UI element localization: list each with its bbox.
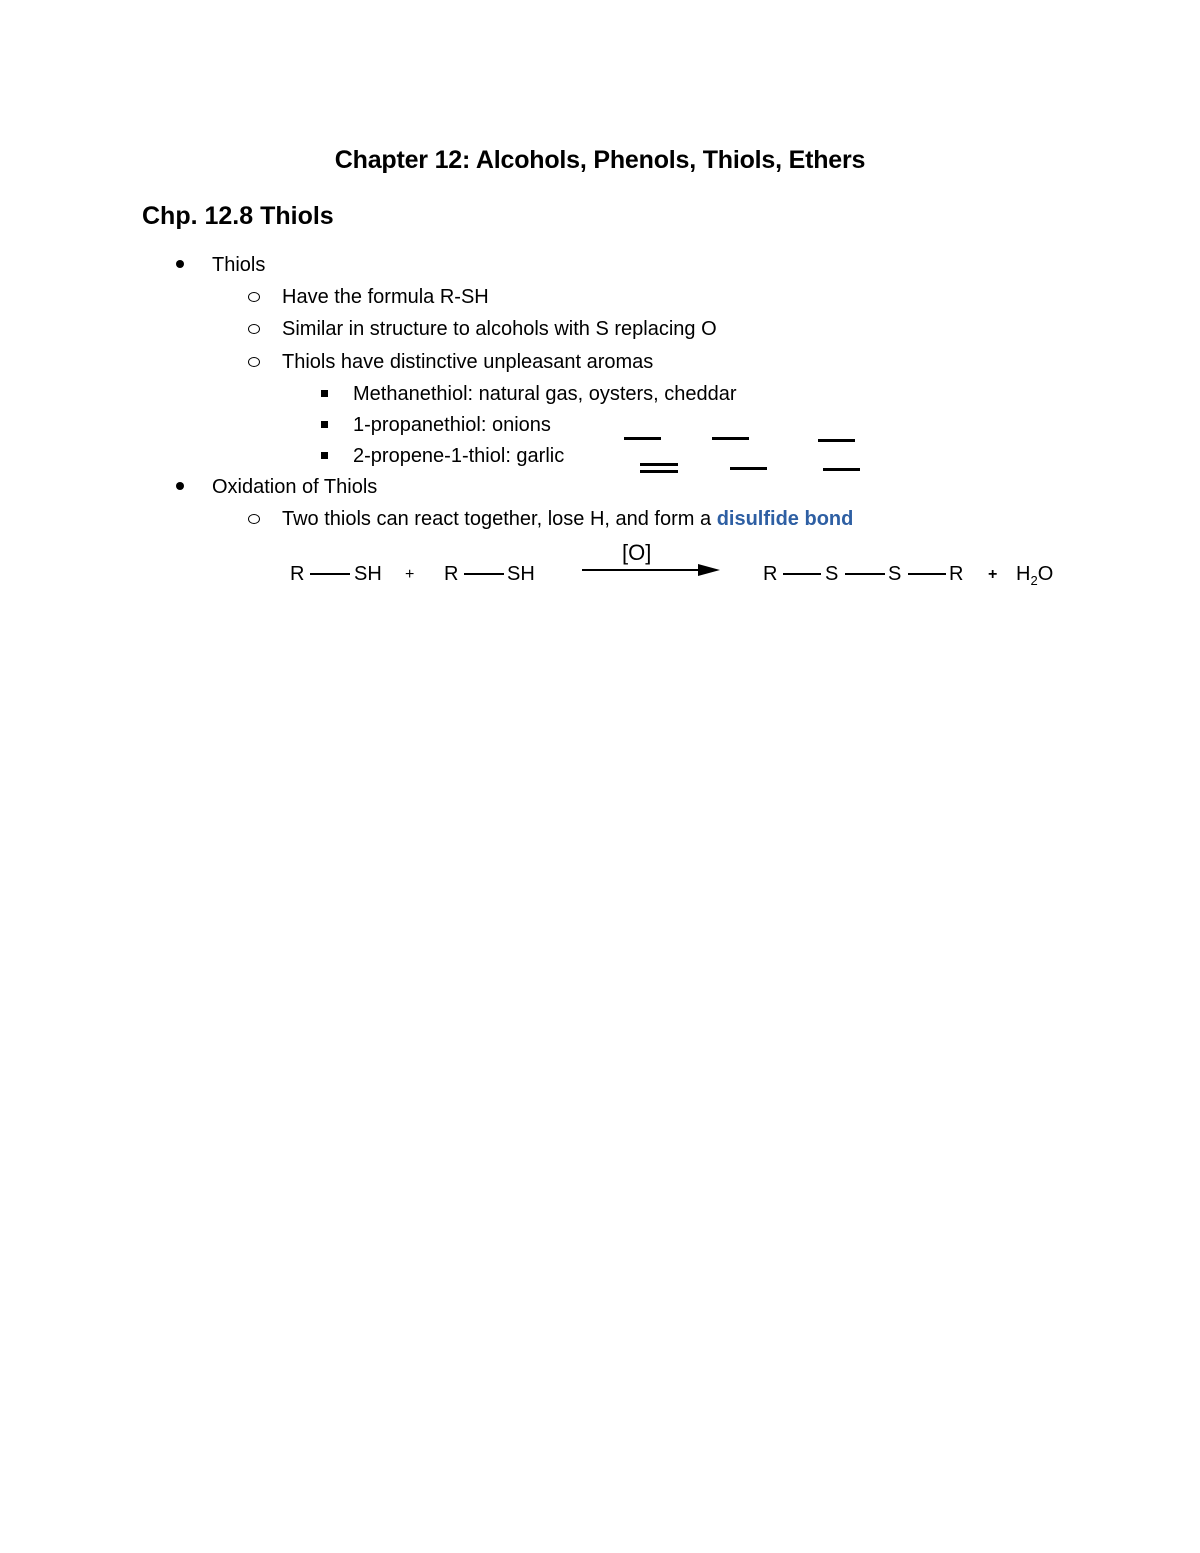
reagent-label: [O] (622, 540, 652, 565)
single-bond (464, 573, 504, 575)
double-bond-line (640, 463, 678, 466)
list-item-oxidation: Oxidation of Thiols (212, 476, 378, 498)
reaction-arrow-icon (580, 562, 722, 578)
circle-bullet-icon (240, 283, 268, 311)
plus-sign: + (988, 566, 998, 583)
bond-line (712, 437, 749, 440)
plus-sign: + (405, 566, 415, 583)
product-r2: R (949, 563, 964, 585)
square-bullet-icon (310, 411, 338, 439)
disc-bullet-icon (166, 251, 194, 279)
reactant1-sh: SH (354, 563, 382, 585)
product-s1: S (825, 563, 839, 585)
bond-line (818, 439, 855, 442)
water-formula (1016, 562, 1053, 593)
section-heading: Chp. 12.8 Thiols (142, 202, 334, 230)
bond-line (624, 437, 661, 440)
water-o: O (1037, 563, 1054, 585)
water-subscript: 2 (1030, 573, 1038, 588)
bond-line (730, 467, 767, 470)
single-bond (908, 573, 946, 575)
single-bond (845, 573, 885, 575)
disulfide-bond-term: disulfide bond (716, 508, 854, 530)
reactant2-sh: SH (507, 563, 535, 585)
list-item-propanethiol: 1-propanethiol: onions (353, 414, 551, 436)
list-item-structure: Similar in structure to alcohols with S replacing O (282, 318, 717, 340)
circle-bullet-icon (240, 315, 268, 343)
square-bullet-icon (310, 380, 338, 408)
list-item-formula: Have the formula R-SH (282, 286, 489, 308)
list-item-propenethiol: 2-propene-1-thiol: garlic (353, 445, 565, 467)
page-title: Chapter 12: Alcohols, Phenols, Thiols, Ethers (334, 146, 866, 174)
square-bullet-icon (310, 442, 338, 470)
reactant2-r: R (444, 563, 459, 585)
circle-bullet-icon (240, 505, 268, 533)
list-item-methanethiol: Methanethiol: natural gas, oysters, cheddar (353, 383, 737, 405)
bond-line (823, 468, 860, 471)
reactant1-r: R (290, 563, 305, 585)
single-bond (783, 573, 821, 575)
product-s2: S (888, 563, 902, 585)
circle-bullet-icon (240, 348, 268, 376)
list-item-disulfide (282, 505, 853, 533)
disulfide-text: Two thiols can react together, lose H, and form a (282, 508, 712, 530)
list-item-thiols: Thiols (212, 254, 266, 276)
product-r1: R (763, 563, 778, 585)
disc-bullet-icon (166, 473, 194, 501)
double-bond-line (640, 470, 678, 473)
list-item-aromas: Thiols have distinctive unpleasant aromas (282, 351, 654, 373)
water-h: H (1016, 563, 1031, 585)
single-bond (310, 573, 350, 575)
